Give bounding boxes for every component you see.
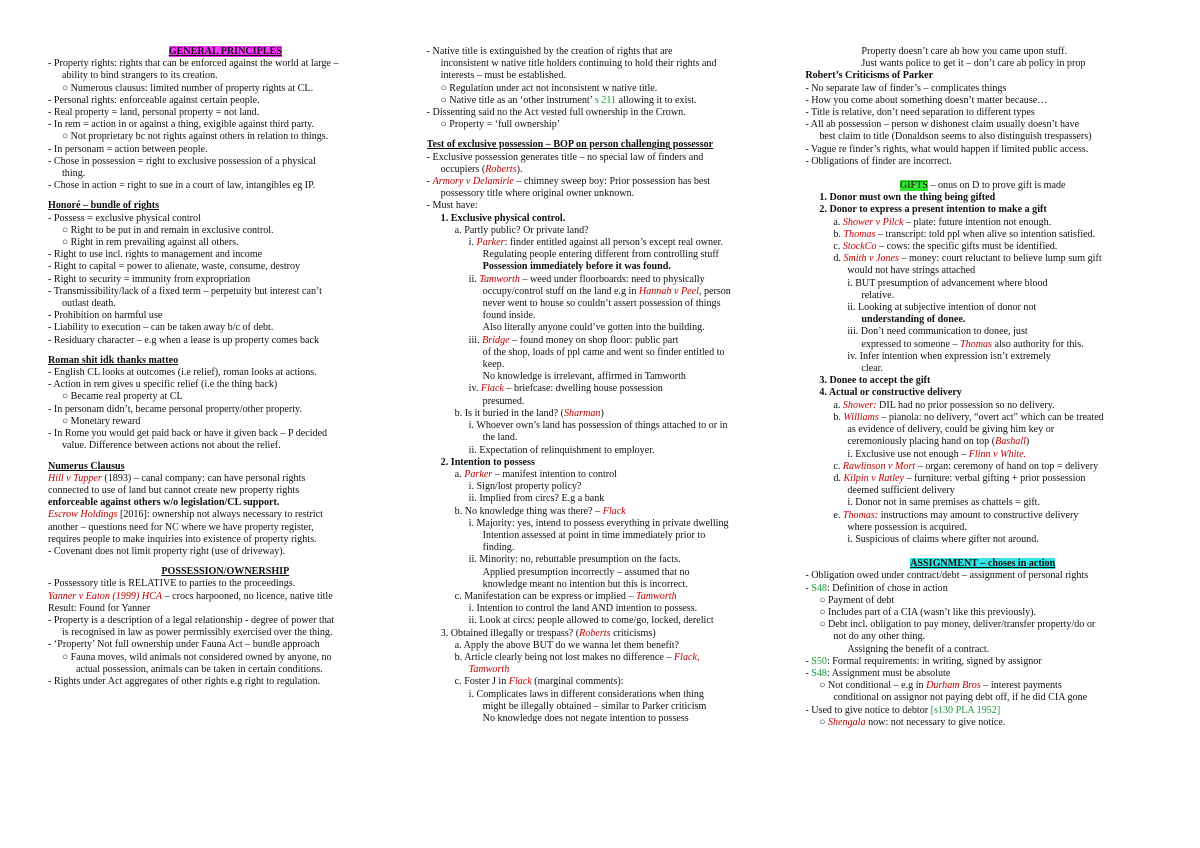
- text-line: ○ Shengala now: not necessary to give notice.: [819, 716, 1006, 728]
- text-line: 3. Donee to accept the gift: [819, 375, 931, 387]
- case-name: Thomas:: [842, 509, 879, 521]
- text-line: enforceable against others w/o legislation/CL support.: [48, 497, 280, 509]
- highlight-heading: ASSIGNMENT – choses in action: [910, 558, 1056, 570]
- text-line: relative.: [861, 289, 895, 301]
- text-line: - Obligations of finder are incorrect.: [805, 155, 952, 167]
- case-name: Bashall: [995, 436, 1026, 448]
- text-line: interests – must be established.: [440, 70, 566, 82]
- spacer: [48, 347, 403, 355]
- text-line: found inside.: [482, 310, 536, 322]
- text-line: best claim to title (Donaldson seems to also distinguish trespassers): [819, 131, 1092, 143]
- text-line: possessory title where original owner unknown.: [440, 188, 635, 200]
- text-line: ○ Right in rem prevailing against all others.: [62, 237, 239, 249]
- text-line: presumed.: [482, 395, 525, 407]
- text-line: i. Complicates laws in different considerations when thing: [468, 688, 704, 700]
- case-name: Hill v Tupper: [48, 472, 102, 484]
- text-line: - Liability to execution – can be taken away b/c of debt.: [48, 322, 274, 334]
- text-line: - S48: Definition of chose in action: [805, 582, 948, 594]
- text-line: Possession immediately before it was found.: [482, 261, 671, 273]
- text-line: i. Sign/lost property policy?: [468, 481, 582, 493]
- text-line: Property doesn’t care ab how you came upon stuff.: [861, 46, 1067, 57]
- text-line: ○ Right to be put in and remain in exclusive control.: [62, 224, 274, 236]
- text-line: Applied presumption incorrectly – assumed that no: [482, 566, 690, 578]
- text-line: - No separate law of finder’s – complicates things: [805, 82, 1007, 94]
- text-line: - Property rights: rights that can be enforced against the world at large –: [48, 58, 339, 70]
- text-line: - Exclusive possession generates title – no special law of finders and: [426, 151, 704, 163]
- text-line: [805, 558, 1160, 570]
- highlight-heading: GENERAL PRINCIPLES: [168, 46, 282, 57]
- statute-ref: s 211: [594, 94, 617, 106]
- text-line: - All ab possession – person w dishonest claim usually doesn’t have: [805, 119, 1080, 131]
- text-line: might be illegally obtained – similar to Parker criticism: [482, 700, 707, 712]
- case-name: Yanner v Eaton (1999) HCA: [48, 590, 163, 602]
- text-line: 1. Donor must own the thing being gifted: [819, 192, 996, 204]
- text-line: - Possess = exclusive physical control: [48, 212, 201, 224]
- text-line: value. Difference between actions not about the relief.: [62, 440, 281, 452]
- text-line: is recognised in law as power permissibly exercised over the thing.: [62, 627, 333, 639]
- case-name: Kilpin v Ratley: [843, 472, 904, 484]
- text-line: another – questions need for NC where we have property register,: [48, 521, 314, 533]
- case-name: StockCo: [842, 241, 877, 253]
- text-line: - How you come about something doesn’t matter because…: [805, 94, 1048, 106]
- spacer: [48, 192, 403, 200]
- text-line: iii. Don’t need communication to donee, just: [847, 326, 1028, 338]
- text-line: i. Whoever own’s land has possession of things attached to or in: [468, 420, 728, 432]
- text-line: No knowledge is irrelevant, affirmed in Tamworth: [482, 371, 686, 383]
- case-name: Parker: [464, 468, 493, 480]
- text-line: ii. Implied from circs? E.g a bank: [468, 493, 605, 505]
- text-line: Honoré – bundle of rights: [48, 200, 160, 212]
- case-name: Thomas: [960, 338, 992, 350]
- text-line: Hill v Tupper (1893) – canal company: can have personal rights: [48, 472, 306, 484]
- text-line: - S48: Assignment must be absolute: [805, 667, 951, 679]
- case-name: Roberts: [485, 163, 517, 175]
- text-line: - Must have:: [426, 200, 478, 212]
- text-line: - Covenant does not limit property right (use of driveway).: [48, 545, 286, 557]
- text-line: - Title is relative, don’t need separation to different types: [805, 107, 1035, 119]
- case-name: Flinn v White.: [968, 448, 1027, 460]
- text-line: - Prohibition on harmful use: [48, 310, 163, 322]
- text-line: Test of exclusive possession – BOP on person challenging possessor: [426, 139, 714, 151]
- case-name: Rawlinson v Mort: [842, 460, 916, 472]
- text-line: a. Shower v Pilck – plate: future intention not enough.: [833, 216, 1052, 228]
- text-line: - Used to give notice to debtor [s130 PLA 1952]: [805, 704, 1001, 716]
- text-line: Also literally anyone could’ve gotten into the building.: [482, 322, 705, 334]
- text-line: c. Manifestation can be express or implied – Tamworth: [454, 590, 677, 602]
- case-name: Escrow Holdings: [48, 509, 118, 521]
- text-line: conditional on assignor not paying debt off, if he did CIA gone: [833, 692, 1088, 704]
- text-line: - Possessory title is RELATIVE to parties to the proceedings.: [48, 578, 296, 590]
- case-name: Shower v Pilck: [842, 216, 904, 228]
- text-line: b. Is it buried in the land? (Sharman): [454, 407, 604, 419]
- highlight-heading: GIFTS: [899, 180, 928, 192]
- text-line: not do any other thing.: [833, 631, 926, 643]
- text-line: - ‘Property’ Not full ownership under Fauna Act – bundle approach: [48, 639, 320, 651]
- text-line: ○ Debt incl. obligation to pay money, deliver/transfer property/do or: [819, 619, 1096, 631]
- text-line: - Property is a description of a legal relationship - degree of power that: [48, 614, 335, 626]
- column-2: [427, 46, 782, 848]
- case-name: Shengala: [827, 716, 866, 728]
- text-line: - Residuary character – e.g when a lease is up property comes back: [48, 334, 320, 346]
- text-line: [48, 46, 403, 58]
- text-line: where possession is acquired.: [847, 521, 967, 533]
- text-line: d. Smith v Jones – money: court reluctant to believe lump sum gift: [833, 253, 1102, 265]
- text-line: as evidence of delivery, could be giving him key or: [847, 424, 1055, 436]
- text-line: c. Rawlinson v Mort – organ: ceremony of hand on top = delivery: [833, 460, 1099, 472]
- case-name: Flack: [508, 676, 532, 688]
- text-line: ii. Expectation of relinquishment to employer.: [468, 444, 655, 456]
- text-line: ○ Property = ‘full ownership’: [440, 119, 561, 131]
- text-line: POSSESSION/OWNERSHIP: [161, 566, 290, 578]
- case-name: Williams: [843, 411, 879, 423]
- text-line: - Chose in possession = right to exclusive possession of a physical: [48, 155, 316, 167]
- text-line: expressed to someone – Thomas also authority for this.: [861, 338, 1084, 350]
- text-line: Result: Found for Yanner: [48, 602, 151, 614]
- text-line: c. Foster J in Flack (marginal comments):: [454, 676, 624, 688]
- case-name: Tamworth: [468, 664, 510, 676]
- text-line: - S50: Formal requirements: in writing, signed by assignor: [805, 655, 1042, 667]
- text-line: ○ Numerous clausus: limited number of property rights at CL.: [62, 82, 314, 94]
- text-line: of the shop, loads of ppl came and went so finder entitled to: [482, 346, 725, 358]
- text-line: No knowledge does not negate intention to possess: [482, 712, 689, 724]
- text-line: i. Exclusive use not enough – Flinn v White.: [847, 448, 1027, 460]
- text-line: - Armory v Delamirie – chimney sweep boy: Prior possession has best: [426, 176, 711, 188]
- text-line: i. Parker: finder entitled against all person’s except real owner.: [468, 237, 723, 249]
- text-line: b. No knowledge thing was there? – Flack: [454, 505, 626, 517]
- text-line: i. Donor not in same premises as chattels = gift.: [847, 497, 1041, 509]
- text-line: Assigning the benefit of a contract.: [847, 643, 990, 655]
- spacer: [805, 168, 1160, 180]
- spacer: [427, 131, 782, 139]
- case-name: Flack: [602, 505, 626, 517]
- text-line: thing.: [62, 168, 86, 180]
- text-line: knowledge meant no intention but this is incorrect.: [482, 578, 688, 590]
- text-line: ○ Payment of debt: [819, 594, 895, 606]
- text-line: ii. Looking at subjective intention of donor not: [847, 302, 1037, 314]
- case-name: Parker: [476, 237, 505, 249]
- text-line: - Chose in action = right to sue in a court of law, intangibles eg IP.: [48, 180, 316, 192]
- text-line: the land.: [482, 432, 518, 444]
- text-line: - In rem = action in or against a thing, exigible against third party.: [48, 119, 315, 131]
- text-line: outlast death.: [62, 298, 116, 310]
- text-line: ii. Look at circs: people allowed to come/go, locked, derelict: [468, 615, 714, 627]
- text-line: connected to use of land but cannot create new property rights: [48, 484, 300, 496]
- text-line: b. Article clearly being not lost makes no difference – Flack,: [454, 651, 700, 663]
- text-line: iii. Bridge – found money on shop floor: public part: [468, 334, 679, 346]
- text-line: - Real property = land, personal property = not land.: [48, 107, 260, 119]
- spacer: [805, 546, 1160, 558]
- case-name: Durham Bros: [926, 680, 981, 692]
- text-line: a. Shower: DIL had no prior possession so no delivery.: [833, 399, 1055, 411]
- text-line: b. Thomas – transcript: told ppl when alive so intention satisfied.: [833, 228, 1096, 240]
- text-line: c. StockCo – cows: the specific gifts must be identified.: [833, 241, 1058, 253]
- text-line: ○ Includes part of a CIA (wasn’t like this previously).: [819, 606, 1037, 618]
- text-line: ○ Monetary reward: [62, 415, 141, 427]
- case-name: Bridge: [482, 334, 510, 346]
- column-1: [48, 46, 403, 848]
- case-name: Armory v Delamirie: [432, 176, 514, 188]
- text-line: occupy/control stuff on the land e.g in Hannah v Peel, person: [482, 285, 731, 297]
- text-line: Yanner v Eaton (1999) HCA – crocs harpooned, no licence, native title: [48, 590, 333, 602]
- text-line: ○ Not proprietary bc not rights against others in relation to things.: [62, 131, 329, 143]
- text-line: b. Williams – pianola: no delivery, “overt act” which can be treated: [833, 411, 1104, 423]
- text-line: deemed sufficient delivery: [847, 485, 955, 497]
- text-line: Intention assessed at point in time immediately prior to: [482, 529, 706, 541]
- text-line: 2. Donor to express a present intention to make a gift: [819, 204, 1047, 216]
- case-name: Roberts: [579, 627, 611, 639]
- text-line: 3. Obtained illegally or trespass? (Roberts criticisms): [440, 627, 656, 639]
- statute-ref: S48: [811, 582, 827, 594]
- text-line: i. Intention to control the land AND intention to possess.: [468, 603, 698, 615]
- text-line: clear.: [861, 363, 883, 375]
- text-line: - Right to security = immunity from expropriation: [48, 273, 251, 285]
- case-name: Flack: [480, 383, 504, 395]
- case-name: Shower:: [842, 399, 877, 411]
- text-line: finding.: [482, 542, 515, 554]
- text-line: inconsistent w native title holders continuing to hold their rights and: [440, 58, 717, 70]
- heading-rest: – onus on D to prove gift is made: [927, 180, 1066, 192]
- text-line: Robert’s Criticisms of Parker: [805, 70, 934, 82]
- text-line: - Dissenting said no the Act vested full ownership in the Crown.: [426, 107, 686, 119]
- text-line: [805, 180, 1160, 192]
- text-line: - Transmissibility/lack of a fixed term – perpetuity but interest can’t: [48, 285, 322, 297]
- text-line: - English CL looks at outcomes (i.e relief), roman looks at actions.: [48, 367, 317, 379]
- text-line: - Action in rem gives u specific relief (i.e the thing back): [48, 379, 278, 391]
- text-line: requires people to make inquiries into existence of property rights.: [48, 533, 317, 545]
- spacer: [48, 453, 403, 461]
- case-name: Tamworth: [636, 590, 677, 602]
- text-line: never went to house so couldn’t assert possession of things: [482, 298, 721, 310]
- text-line: i. Majority: yes, intend to possess everything in private dwelling: [468, 517, 729, 529]
- text-line: i. BUT presumption of advancement where blood: [847, 277, 1048, 289]
- text-line: [427, 664, 782, 676]
- statute-ref: S50: [811, 655, 827, 667]
- text-line: a. Apply the above BUT do we wanna let them benefit?: [454, 639, 680, 651]
- column-3: [805, 46, 1160, 848]
- text-line: - Right to capital = power to alienate, waste, consume, destroy: [48, 261, 301, 273]
- text-line: i. Suspicious of claims where gifter not around.: [847, 533, 1039, 545]
- case-name: Thomas: [843, 228, 876, 240]
- text-line: 1. Exclusive physical control.: [440, 212, 566, 224]
- text-line: ○ Became real property at CL: [62, 391, 183, 403]
- text-line: Escrow Holdings [2016]: ownership not always necessary to restrict: [48, 509, 323, 521]
- statute-ref: [s130 PLA 1952]: [930, 704, 1001, 716]
- case-name: Smith v Jones: [843, 253, 899, 265]
- text-line: - In personam didn’t, became personal property/other property.: [48, 403, 302, 415]
- text-line: d. Kilpin v Ratley – furniture: verbal gifting + prior possession: [833, 472, 1086, 484]
- text-line: occupiers (Roberts).: [440, 163, 523, 175]
- text-line: Numerus Clausus: [48, 460, 125, 472]
- text-line: - In Rome you would get paid back or have it given back – P decided: [48, 428, 328, 440]
- text-line: - Personal rights: enforceable against certain people.: [48, 94, 260, 106]
- spacer: [48, 558, 403, 566]
- case-name: Flack,: [673, 651, 700, 663]
- text-line: a. Parker – manifest intention to control: [454, 468, 617, 480]
- text-line: - Rights under Act aggregates of other rights e.g right to regulation.: [48, 675, 321, 687]
- case-name: Hannah v Peel: [638, 285, 699, 297]
- case-name: Tamworth: [479, 273, 520, 285]
- text-line: ability to bind strangers to its creation.: [62, 70, 218, 82]
- text-line: Regulating people entering different from controlling stuff: [482, 249, 719, 261]
- text-line: would not have strings attached: [847, 265, 976, 277]
- text-line: Roman shit idk thanks matteo: [48, 354, 179, 366]
- text-line: - In personam = action between people.: [48, 143, 208, 155]
- text-line: - Obligation owed under contract/debt – assignment of personal rights: [805, 570, 1089, 582]
- text-line: ceremoniously placing hand on top (Bashall): [847, 436, 1030, 448]
- text-line: - Vague re finder’s rights, what would happen if limited public access.: [805, 143, 1089, 155]
- text-line: ii. Tamworth – weed under floorboards: need to physically: [468, 273, 705, 285]
- text-line: 2. Intention to possess: [440, 456, 535, 468]
- text-line: ○ Not conditional – e.g in Durham Bros – interest payments: [819, 680, 1062, 692]
- statute-ref: S48: [811, 667, 827, 679]
- case-name: Sharman: [564, 407, 601, 419]
- text-line: ii. Minority: no, rebuttable presumption on the facts.: [468, 554, 681, 566]
- text-line: actual possession, animals can be taken in certain conditions.: [76, 663, 323, 675]
- text-line: keep.: [482, 359, 505, 371]
- text-line: ○ Fauna moves, wild animals not considered owned by anyone, no: [62, 651, 332, 663]
- text-line: ○ Regulation under act not inconsistent w native title.: [440, 82, 658, 94]
- text-line: e. Thomas: instructions may amount to constructive delivery: [833, 509, 1079, 521]
- text-line: iv. Infer intention when expression isn’t extremely: [847, 350, 1051, 362]
- text-line: 4. Actual or constructive delivery: [819, 387, 962, 399]
- text-line: understanding of donee.: [861, 314, 966, 326]
- text-line: - Native title is extinguished by the creation of rights that are: [426, 46, 673, 57]
- text-line: - Right to use incl. rights to management and income: [48, 249, 263, 261]
- text-line: Just wants police to get it – don’t care ab policy in prop: [861, 58, 1086, 70]
- text-line: ○ Native title as an ‘other instrument’ s 211 allowing it to exist.: [440, 94, 697, 106]
- text-line: iv. Flack – briefcase: dwelling house possession: [468, 383, 663, 395]
- text-line: a. Partly public? Or private land?: [454, 224, 589, 236]
